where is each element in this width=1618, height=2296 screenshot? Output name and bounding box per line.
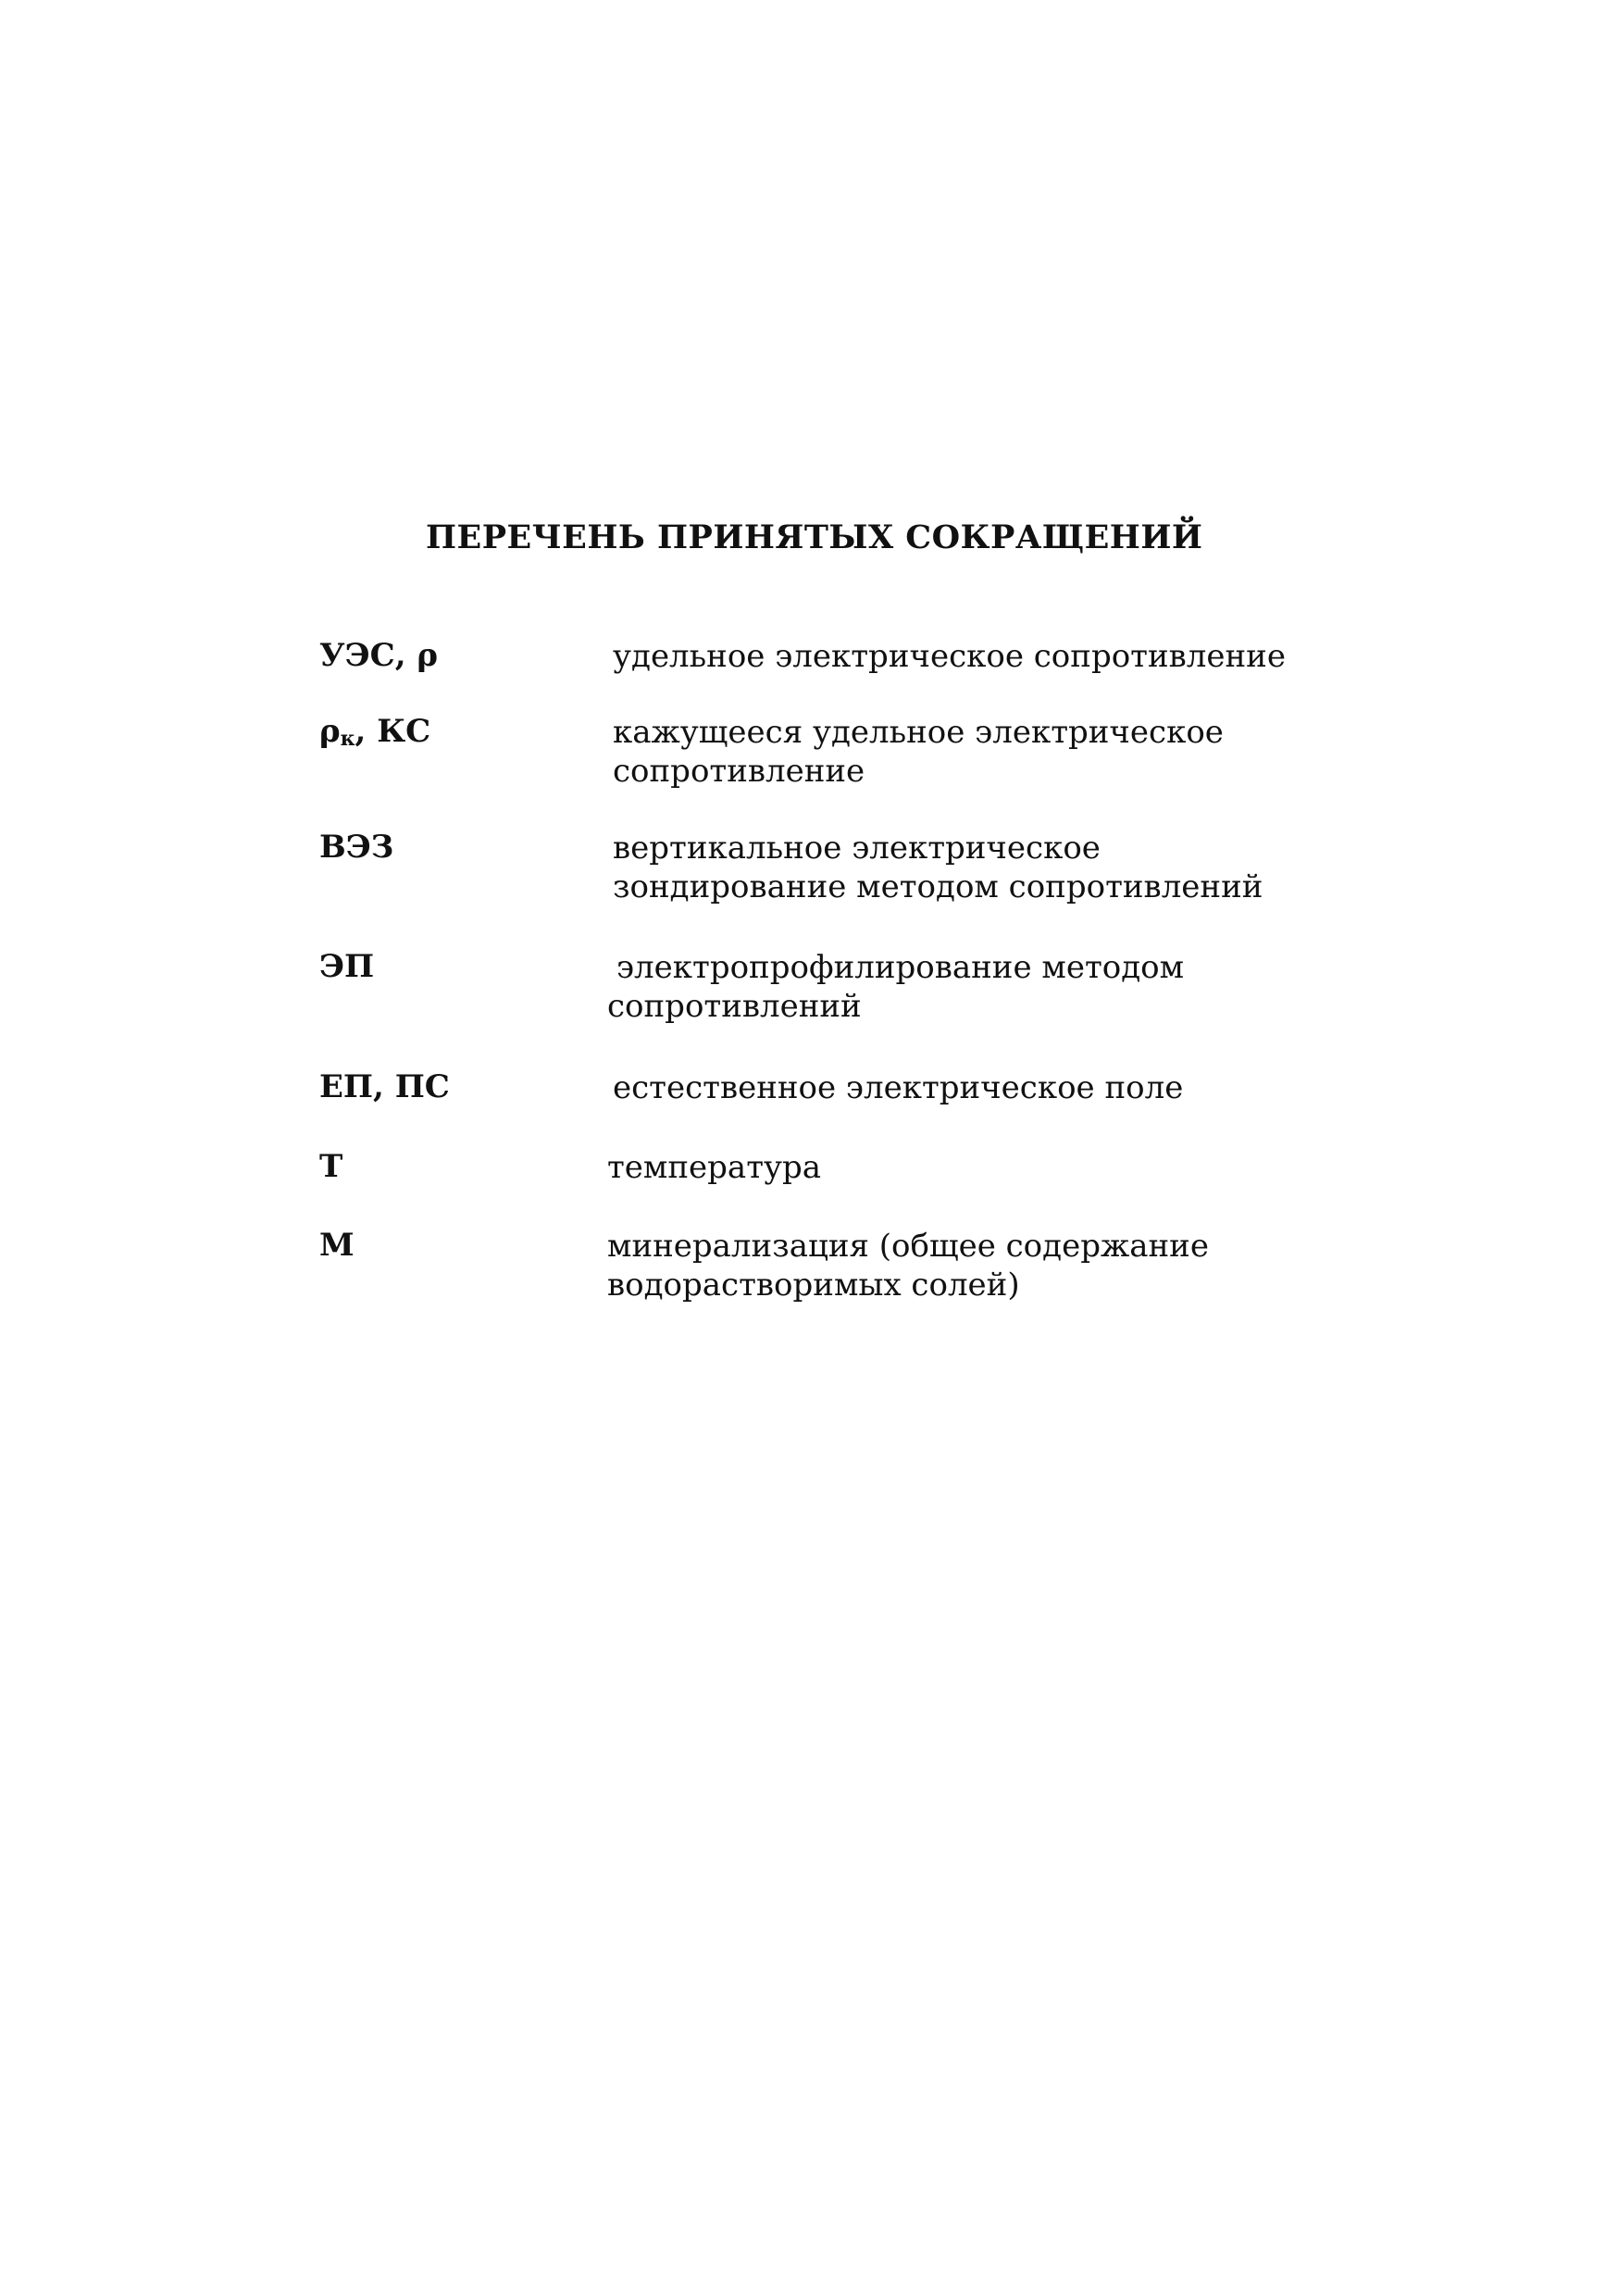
abbreviation-term: М: [319, 1227, 355, 1264]
definition-line: водорастворимых солей): [607, 1267, 1020, 1304]
abbreviation-definition: [607, 948, 1311, 1026]
abbreviation-definition: [613, 829, 1316, 906]
definition-line: вертикальное электрическое: [613, 830, 1101, 867]
definition-line: температура: [607, 1149, 822, 1186]
definition-line: естественное электрическое поле: [613, 1069, 1184, 1106]
definition-line: удельное электрическое сопротивление: [613, 638, 1286, 675]
abbreviation-definition: [607, 1227, 1311, 1304]
definition-line: зондирование методом сопротивлений: [613, 868, 1263, 905]
definition-line: кажущееся удельное электрическое: [613, 714, 1224, 751]
abbreviation-term: ЭП: [319, 948, 375, 985]
abbreviation-term: [319, 713, 430, 751]
abbreviation-definition: [613, 637, 1316, 676]
rho-symbol: ρ: [319, 713, 341, 750]
abbreviation-term: УЭС, ρ: [319, 637, 438, 674]
abbreviation-term-tail: , КС: [355, 713, 431, 750]
abbreviation-definition: [607, 1148, 1311, 1187]
abbreviation-definition: [613, 713, 1316, 791]
subscript-k: к: [340, 727, 355, 751]
page-title: ПЕРЕЧЕНЬ ПРИНЯТЫХ СОКРАЩЕНИЙ: [426, 518, 1203, 556]
definition-line: минерализация (общее содержание: [607, 1228, 1209, 1265]
definition-line: сопротивление: [613, 753, 865, 790]
abbreviation-definition: [613, 1068, 1316, 1107]
abbreviation-term: ВЭЗ: [319, 829, 394, 866]
abbreviation-term: Т: [319, 1148, 343, 1185]
definition-line: электропрофилирование методом: [616, 949, 1185, 986]
definition-line: сопротивлений: [607, 988, 862, 1025]
abbreviation-term: ЕП, ПС: [319, 1068, 450, 1105]
